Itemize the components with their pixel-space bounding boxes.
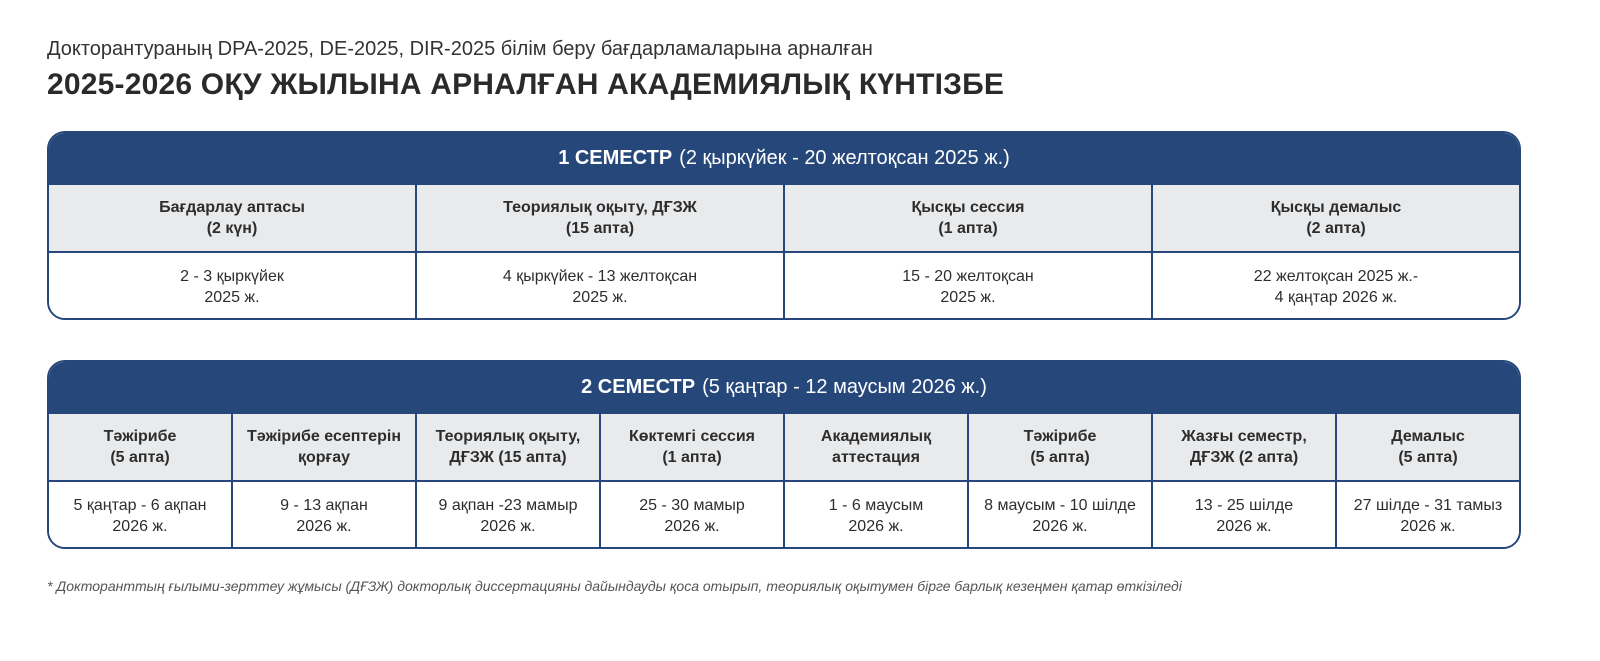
semester-2-period: (5 қаңтар - 12 маусым 2026 ж.) [702,375,987,398]
semester-1-label-cell: Бағдарлау аптасы (2 күн) [159,199,305,237]
semester-2-label-cell: Теориялық оқыту, ДҒЗЖ (15 апта) [415,414,599,480]
semester-2-date-cell: 27 шілде - 31 тамыз 2026 ж. [1335,482,1519,549]
semester-1-label-cell: Қысқы демалыс (2 апта) [1151,185,1519,251]
semester-2-table [47,360,1521,549]
semester-2-date-cell: 8 маусым - 10 шілде 2026 ж. [967,482,1151,549]
semester-2-header [49,362,1519,412]
semester-2-date-cell: 13 - 25 шілде 2026 ж. [1151,482,1335,549]
semester-2-label-cell: Академиялық аттестация [783,414,967,480]
semester-1-table [47,131,1521,320]
semester-1-header [49,133,1519,183]
semester-1-dates-row [49,251,1519,320]
semester-1-name: 1 СЕМЕСТР [558,146,673,169]
semester-1-label-cell: Қысқы сессия (1 апта) [783,185,1151,251]
semester-1-date-cell: 2 - 3 қыркүйек 2025 ж. [180,267,284,306]
page-title: 2025-2026 ОҚУ ЖЫЛЫНА АРНАЛҒАН АКАДЕМИЯЛЫҚ КҮНТІЗБЕ [47,68,1005,101]
semester-2-date-cell: 1 - 6 маусым 2026 ж. [783,482,967,549]
semester-2-label-cell: Тәжірибе (5 апта) [967,414,1151,480]
semester-2-label-cell: Жазғы семестр, ДҒЗЖ (2 апта) [1151,414,1335,480]
semester-1-date-cell: 4 қыркүйек - 13 желтоқсан 2025 ж. [415,253,783,320]
semester-2-label-cell: Көктемгі сессия (1 апта) [599,414,783,480]
page-subtitle: Докторантураның DPA-2025, DE-2025, DIR-2025 білім беру бағдарламаларына арналған [47,38,873,60]
semester-2-name: 2 СЕМЕСТР [581,375,696,398]
semester-1-period: (2 қыркүйек - 20 желтоқсан 2025 ж.) [679,146,1010,169]
semester-1-label-row [49,183,1519,251]
semester-2-label-row [49,412,1519,480]
semester-2-date-cell: 9 ақпан -23 мамыр 2026 ж. [415,482,599,549]
semester-1-label-cell: Теориялық оқыту, ДҒЗЖ (15 апта) [415,185,783,251]
semester-2-dates-row [49,480,1519,549]
semester-2-date-cell: 5 қаңтар - 6 ақпан 2026 ж. [73,496,207,535]
semester-2-label-cell: Демалыс (5 апта) [1335,414,1519,480]
semester-2-date-cell: 25 - 30 мамыр 2026 ж. [599,482,783,549]
semester-2-label-cell: Тәжірибе (5 апта) [103,428,177,466]
semester-2-label-cell: Тәжірибе есептерін қорғау [231,414,415,480]
semester-1-date-cell: 15 - 20 желтоқсан 2025 ж. [783,253,1151,320]
footnote: * Докторанттың ғылыми-зерттеу жұмысы (ДҒЗЖ) докторлық диссертацияны дайындауды қоса отырып, теориялық оқытумен бірге барлық кезеңмен қатар өткізіледі [47,578,1182,594]
semester-2-date-cell: 9 - 13 ақпан 2026 ж. [231,482,415,549]
semester-1-date-cell: 22 желтоқсан 2025 ж.- 4 қаңтар 2026 ж. [1151,253,1519,320]
